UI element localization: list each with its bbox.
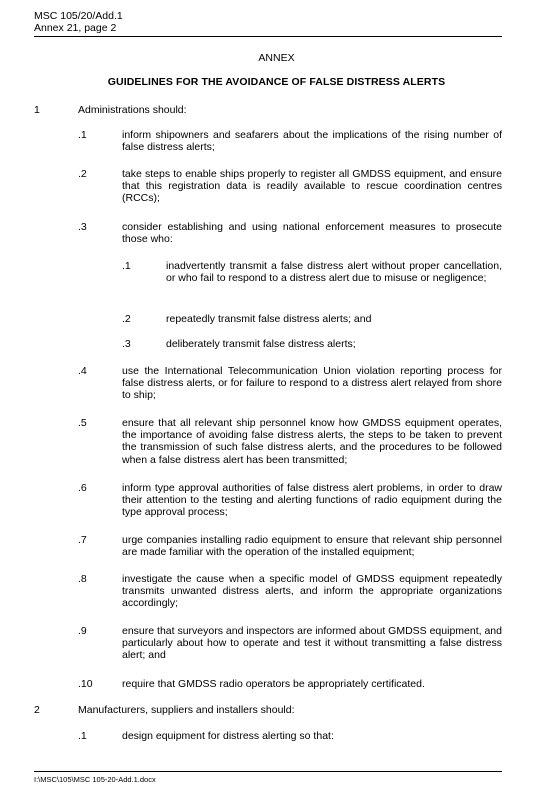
list-item: require that GMDSS radio operators be appropriately certificated. [122,678,425,690]
item-number: .10 [78,678,93,690]
file-path: I:\MSC\105\MSC 105-20-Add.1.docx [34,775,156,784]
list-item: ensure that all relevant ship personnel know how GMDSS equipment operates, the importance of avoiding false distress alerts, the steps to be taken to prevent the transmission of such false distress alerts, and the procedures to be followed when a false distress alert has been transmitted; [122,417,502,466]
item-number: .9 [78,625,87,637]
item-number: .1 [78,129,87,141]
sub-list-item: inadvertently transmit a false distress alert without proper cancellation, or who fail to respond to a distress alert due to misuse or negligence; [166,260,502,285]
item-number: .7 [78,534,87,546]
document-title: GUIDELINES FOR THE AVOIDANCE OF FALSE DISTRESS ALERTS [107,76,446,88]
list-item: inform type approval authorities of false distress alert problems, in order to draw their attention to the testing and alerting functions of radio equipment during the type approval process; [122,482,502,519]
list-item: take steps to enable ships properly to register all GMDSS equipment, and ensure that this registration data is readily available to rescue coordination centres (RCCs); [122,168,502,205]
section-2-intro: Manufacturers, suppliers and installers should: [78,704,295,716]
item-number: .4 [78,365,87,377]
list-item: investigate the cause when a specific model of GMDSS equipment repeatedly transmits unwanted distress alerts, and inform the appropriate organizations accordingly; [122,573,502,610]
item-number: .5 [78,417,87,429]
item-number: .1 [78,730,87,742]
item-number: .2 [78,168,87,180]
section-1-intro: Administrations should: [78,104,187,116]
sub-list-item: deliberately transmit false distress alerts; [166,338,356,350]
sub-item-number: .3 [122,338,131,350]
document-reference: MSC 105/20/Add.1 [34,10,123,22]
page-header [34,10,502,37]
sub-item-number: .2 [122,313,131,325]
list-item: ensure that surveyors and inspectors are informed about GMDSS equipment, and particularly about how to operate and test it without transmitting a false distress alert; and [122,625,502,662]
section-1-number: 1 [34,104,40,116]
page-footer [34,771,502,784]
list-item: consider establishing and using national enforcement measures to prosecute those who: [122,221,502,246]
sub-list-item: repeatedly transmit false distress alerts; and [166,313,372,325]
sub-item-number: .1 [122,260,131,272]
list-item: design equipment for distress alerting so that: [122,730,334,742]
section-2-number: 2 [34,704,40,716]
list-item: inform shipowners and seafarers about the implications of the rising number of false distress alerts; [122,129,502,154]
page-reference: Annex 21, page 2 [34,22,117,34]
item-number: .8 [78,573,87,585]
annex-label: ANNEX [258,52,295,64]
item-number: .6 [78,482,87,494]
list-item: urge companies installing radio equipment to ensure that relevant ship personnel are made familiar with the operation of the installed equipment; [122,534,502,559]
item-number: .3 [78,221,87,233]
list-item: use the International Telecommunication Union violation reporting process for false distress alerts, or for failure to respond to a distress alert relayed from shore to ship; [122,365,502,402]
